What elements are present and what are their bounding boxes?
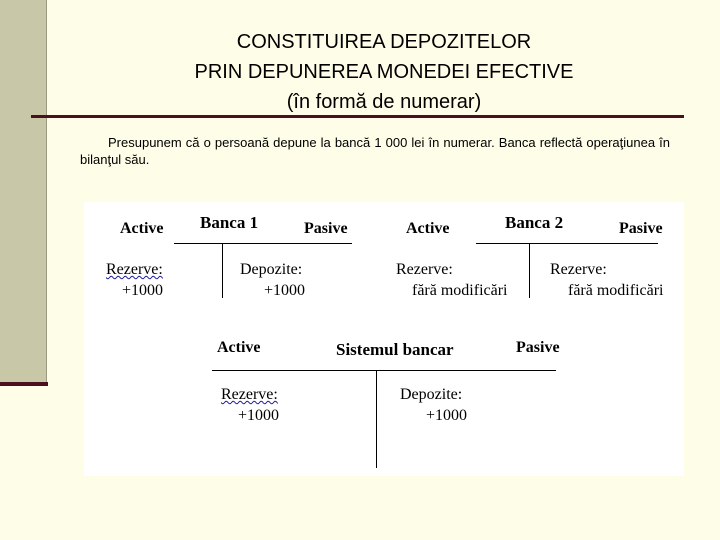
system-t-vertical [376, 370, 377, 468]
bank2-liability-value: fără modificări [568, 282, 664, 299]
bank1-passive-label: Pasive [304, 220, 348, 237]
system-t-horizontal [212, 370, 556, 371]
bank2-active-label: Active [406, 220, 450, 237]
system-liability-label: Depozite: [400, 386, 463, 403]
bank2-passive-label: Pasive [619, 220, 663, 237]
bank1-active-label: Active [120, 220, 164, 237]
bank1-asset-value: +1000 [122, 282, 164, 299]
title-line-3: (în formă de numerar) [286, 91, 482, 113]
title-divider [31, 115, 684, 118]
bank2-asset-value: fără modificări [412, 282, 508, 299]
title-line-1: CONSTITUIREA DEPOZITELOR [236, 31, 532, 53]
bank1-liability-label: Depozite: [240, 261, 303, 278]
left-decorative-bar [0, 0, 47, 383]
bank2-title: Banca 2 [505, 213, 564, 232]
system-asset-label: Rezerve: [221, 386, 278, 403]
system-title: Sistemul bancar [336, 340, 454, 359]
system-passive-label: Pasive [516, 339, 560, 356]
bank2-asset-label: Rezerve: [396, 261, 453, 278]
left-bar-accent [0, 382, 48, 386]
bank2-t-horizontal [476, 243, 658, 244]
slide-title [48, 27, 720, 117]
bank2-liability-label: Rezerve: [550, 261, 607, 278]
title-line-2: PRIN DEPUNEREA MONEDEI EFECTIVE [194, 61, 574, 83]
system-active-label: Active [217, 339, 261, 356]
bank1-asset-label: Rezerve: [106, 261, 163, 278]
bank2-t-vertical [529, 243, 530, 298]
bank1-t-vertical [222, 243, 223, 298]
system-asset-value: +1000 [238, 407, 280, 424]
intro-paragraph [80, 134, 670, 168]
bank1-liability-value: +1000 [264, 282, 306, 299]
intro-paragraph-text: Presupunem că o persoană depune la bancă 1 000 lei în numerar. Banca reflectă operaţiunea în bilanţul său. [80, 135, 670, 167]
system-liability-value: +1000 [426, 407, 468, 424]
bank1-title: Banca 1 [200, 213, 259, 232]
bank1-t-horizontal [174, 243, 352, 244]
t-accounts-figure [84, 202, 684, 476]
